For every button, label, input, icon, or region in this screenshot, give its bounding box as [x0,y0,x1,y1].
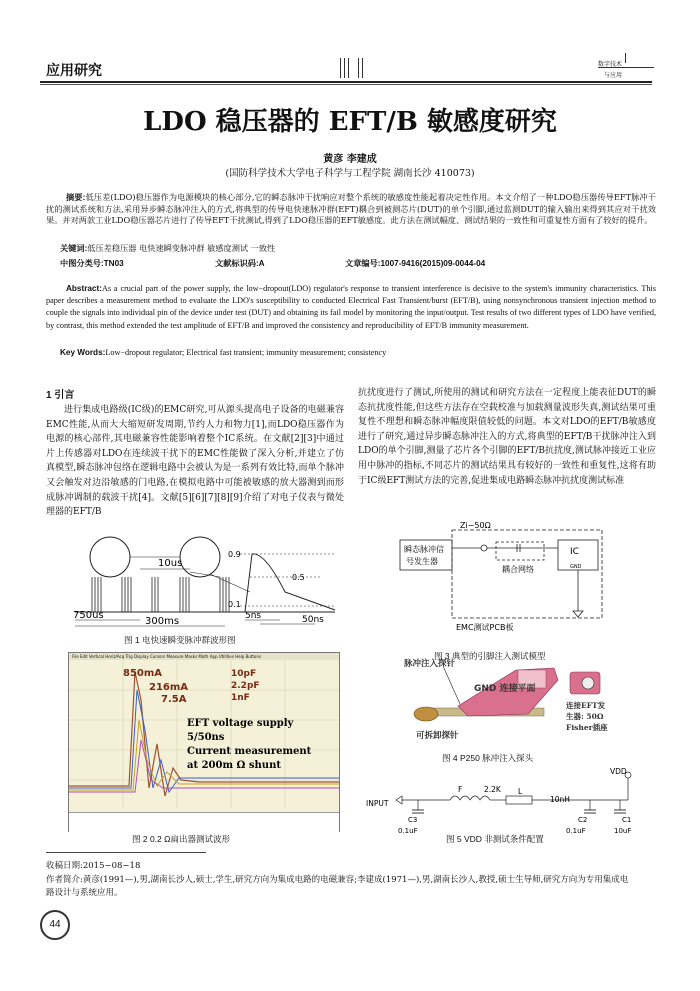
en-keywords-text: Low−dropout regulator; Electrical fast transient; immunity measurement; consistency [105,348,387,357]
header-rule [40,81,652,83]
article-number: 文章编号:1007-9416(2015)09-0044-04 [345,259,486,268]
paper-affiliation: (国防科学技术大学电子科学与工程学院 湖南长沙 410073) [225,168,475,179]
fig3-label-zi: Zi−50Ω [460,521,491,530]
abstract-label: 摘要: [66,193,86,202]
keywords-text: 低压差稳压器 电快速瞬变脉冲群 敏感度测试 一致性 [87,243,276,253]
fig4-label-probe: 脉冲注入探针 [404,659,456,669]
fig4-label-gen2: 生器: 50Ω [566,712,604,721]
fig2-label-10pf: 10pF [231,669,257,679]
fig1-caption: 图 1 电快速瞬变脉冲群波形图 [124,635,236,645]
page-number-text: 44 [49,919,61,930]
fig5-label-10nh: 10nH [550,795,570,804]
fig2-caption: 图 2 0.2 Ω扁出器测试波形 [132,834,230,844]
fig5-label-c1: C1 [622,816,632,824]
fig2-label-7p5a: 7.5A [161,694,187,705]
fig3-label-gen: 瞬态脉冲信 [404,545,444,554]
fig3-caption: 图 3 典型的引脚注入测试模型 [434,651,546,661]
en-abstract-label: Abstract: [66,284,102,293]
en-keywords-label: Key Words: [60,348,106,357]
fig5-label-l: L [518,787,523,796]
fig3-label-gen2: 号发生器 [406,557,438,566]
section-label: 应用研究 [46,62,102,78]
clc-number: 中图分类号:TN03 [60,259,124,268]
doc-code: 文献标识码:A [215,259,265,268]
abstract-en [46,283,656,332]
fig1-label-09: 0.9 [228,550,241,559]
fig5-label-2p2k: 2.2K [484,785,501,794]
fig1-label-300ms: 300ms [145,616,180,627]
fig2-status-bar [69,812,339,833]
fig2-text-5-50ns: 5/50ns [187,732,225,743]
fig2-label-216ma: 216mA [149,682,189,693]
fig5-label-c1-value: 10uF [614,827,632,835]
keywords-label: 关键词: [60,244,88,253]
fig2-label-2p2pf: 2.2pF [231,681,260,691]
fig4-p250-probe [398,658,638,746]
fig4-label-detachable: 可拆卸探针 [416,731,459,741]
brand-bottom: 与应用 [604,73,623,79]
abstract-text: 低压差(LDO)稳压器作为电源模块的核心部分,它的瞬态脉冲干扰响应对整个系统的敏感度性能起着决定性作用。本文介绍了一种LDO稳压器传导EFT脉冲干扰的测试系统和方法,采用异步瞬态脉冲注入的方式,将典型的传导电快速脉冲群(EFT)耦合到被测芯片(DUT)的单个引脚,通过监测DUT的输入输出来得到其应对干扰效果。并对两款工业LDO稳压器芯片进行了传导EFT干扰测试,得到了LDO稳压器的EFT敏感度。此方法在测试幅度、测试结果的一致性和可重复性方面有了较好的提升。 [46,192,656,226]
fig5-label-f: F [458,785,463,794]
abstract-cn [46,192,656,227]
fig1-label-10us: 10us [158,558,183,569]
page-number [40,910,70,940]
fig3-pin-injection-model [392,516,617,641]
en-abstract-text: As a crucial part of the power supply, the low−dropout(LDO) regulator's response to transient interference is decisive to the system's immunity characteristics. This paper describes a measurement method to evaluate the LDO's susceptibility to conducted Electrical Fast Transient/burst (EFT/B), using nonsynchronous transient injection method to couple the signals into individual pin of the device under test (DUT) and obtaining its fail model by monitoring the input/output. Test results of two different types of LDO have verified, by contrast, this method extended the test amplitude of EFT/B and improved the consistency and reproducibility of EFT/B immunity measurement. [46,284,656,330]
fig5-label-c3-value: 0.1uF [398,827,418,835]
received-date: 收稿日期:2015−08−18 [46,861,141,871]
author-intro: 作者简介:黄彦(1991—),男,湖南长沙人,硕士,学生,研究方向为集成电路的电磁兼容;李建成(1971—),男,湖南长沙人,教授,硕士生导师,研究方向为专用集成电路设计与系统应用。 [46,875,629,898]
fig2-text-current: Current measurement [187,746,312,757]
intro-paragraph-left: 进行集成电路级(IC级)的EMC研究,可从源头提高电子设备的电磁兼容EMC性能,从而大大缩短研发周期,节约人力和物力[1],而LDO稳压器作为电源的核心部件,其电磁兼容性能影响着整个IC系统。在文献[2][3]中通过片上传感器对LDO在连续波干扰下的EMC性能做了深入分析,并建立了仿真模型,瞬态脉冲包络在逻辑电路中会被认为是一系列有效比特,而单个脉冲又会触发对边沿敏感的门电路,在模拟电路中可能被敏感的放大器测到而形成脉冲调制的载波干扰[4]。文献[5][6][7][8][9]介绍了对电子仪表与微处理器的EFT/B [46,405,344,518]
fig2-label-1nf: 1nF [231,693,250,703]
paper-title: LDO 稳压器的 EFT/B 敏感度研究 [143,107,557,137]
fig5-label-c2-value: 0.1uF [566,827,586,835]
fig1-label-750us: 750us [73,610,104,621]
keywords [60,243,275,254]
footnote-rule [46,852,206,853]
paper-authors: 黄彦 李建成 [323,154,377,165]
fig1-label-01: 0.1 [228,600,241,609]
header-bars [340,58,366,82]
fig5-label-c2: C2 [578,816,588,824]
fig2-text-shunt: at 200m Ω shunt [187,760,281,771]
fig5-vdd-config [366,766,648,836]
fig1-label-50ns: 50ns [302,615,324,625]
fig3-label-pcb: EMC测试PCB板 [456,623,514,632]
fig2-text-supply: EFT voltage supply [187,718,294,729]
fig4-caption: 图 4 P250 脉冲注入探头 [442,753,534,763]
fig3-label-gnd: GND [570,564,582,570]
fig2-label-850ma: 850mA [123,668,163,679]
fig5-label-c3: C3 [408,816,418,824]
fig3-label-network: 耦合网络 [502,565,534,574]
fig5-label-input: INPUT [366,799,389,808]
fig1-eft-waveform [70,532,340,632]
brand-top: 数字技术 [598,62,623,68]
intro-paragraph-right: 抗扰度进行了测试,所使用的测试和研究方法在一定程度上能表征DUT的瞬态抗扰度性能,但这些方法存在空载校准与加载测量波形失真,测试结果可重复性不理想和瞬态脉冲幅度限值较低的问题。本文对LDO的EFT/B敏感度进行了研究,通过异步瞬态脉冲注入的方式,将典型的EFT/B干扰脉冲注入到LDO的单个引脚,测量了芯片各个引脚的EFT/B抗扰度,测试脉冲接近工业应用中脉冲的指标,不同芯片的测试结果具有较好的一致性和重复性,这将有助于IC级EFT测试方法的完善,促进集成电路瞬态脉冲抗扰度测试标准 [358,388,656,486]
fig1-label-05: 0.5 [292,573,305,582]
fig3-label-ic: IC [570,547,579,557]
fig2-plot [69,660,339,808]
fig1-label-5ns: 5ns [245,611,262,621]
header-rule-thin [40,84,652,85]
fig2-scope-screenshot [68,652,340,832]
journal-brand [598,55,654,81]
fig2-menu: File Edit Vertical Horiz/Acq Trig Display Cursors Measure Masks Math App Utilities Help Buttons [69,653,339,660]
fig5-label-vdd: VDD [610,767,627,776]
fig5-caption: 图 5 VDD 非测试条件配置 [446,834,544,844]
fig4-label-gnd: GND 连接平面 [474,684,536,694]
en-keywords [60,348,386,357]
fig4-label-gen: 连接EFT发 [566,701,606,710]
section1-heading: 1 引言 [46,390,75,401]
fig4-label-gen3: Fisher插座 [566,723,608,732]
